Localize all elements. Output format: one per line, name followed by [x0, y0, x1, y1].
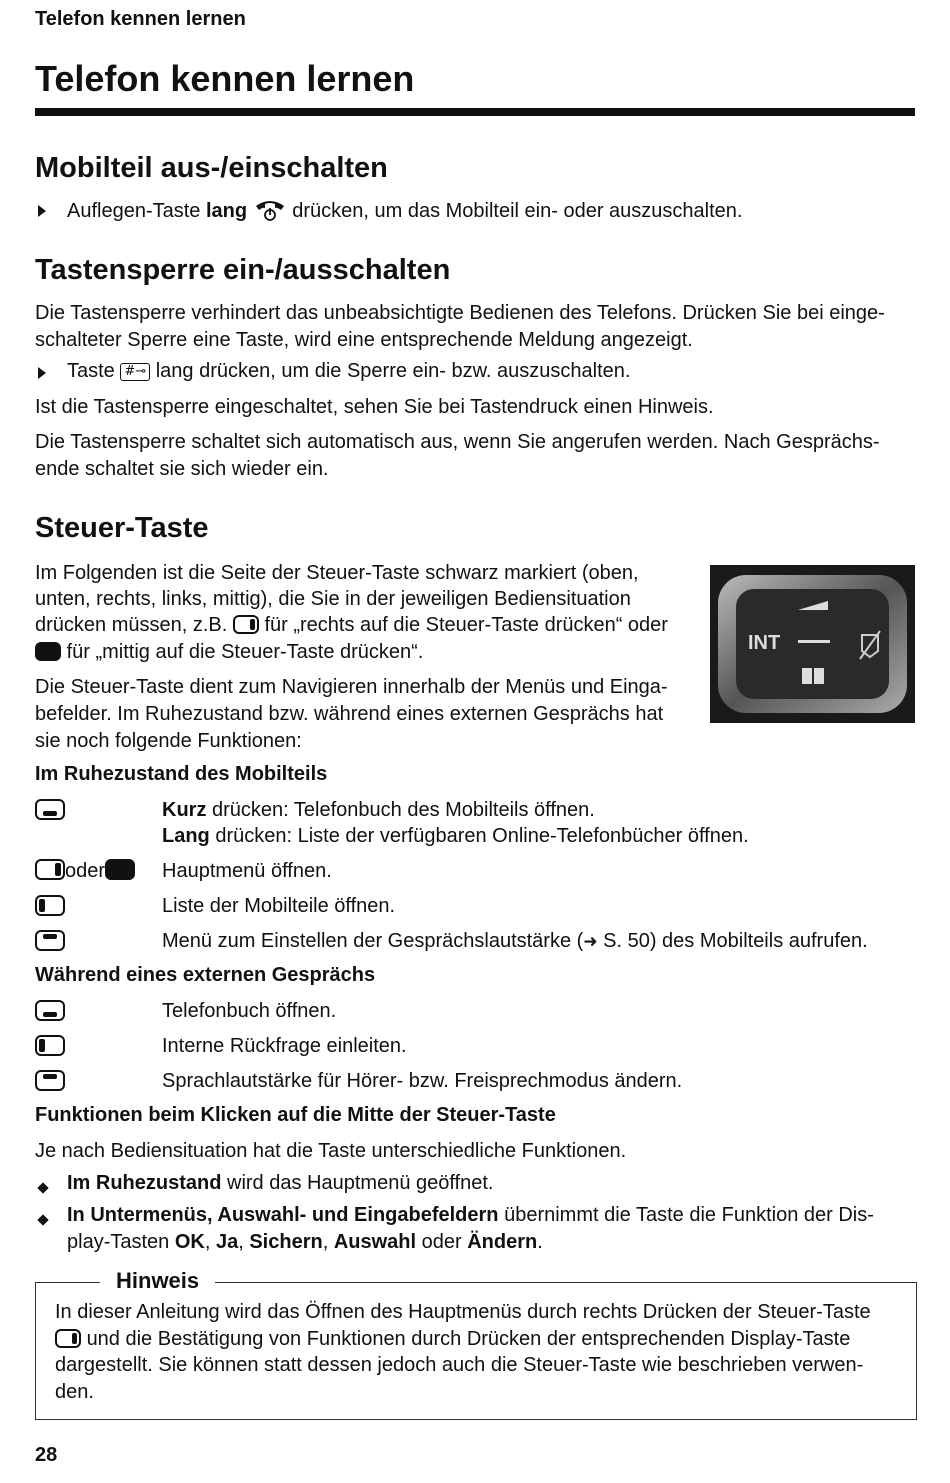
note-line4: den.: [55, 1381, 94, 1403]
running-header: Telefon kennen lernen: [35, 8, 246, 30]
center-intro: Je nach Bediensituation hat die Taste unterschiedliche Funktionen.: [35, 1140, 627, 1162]
control-key-right-icon: [55, 1329, 81, 1348]
end-call-key-icon: [253, 197, 287, 221]
control-key-left-icon: [35, 1035, 65, 1058]
control-key-down-icon: [35, 799, 65, 822]
control-key-center-icon: [105, 859, 135, 880]
control-key-right-icon: [35, 859, 65, 880]
step-power: Auflegen-Taste lang drücken, um das Mobilteil ein- oder auszuschalten.: [67, 197, 742, 225]
keylock-p3-line1: Die Tastensperre schaltet sich automatisch aus, wenn Sie angerufen werden. Nach Gesprächs-: [35, 431, 880, 453]
center-title: Funktionen beim Klicken auf die Mitte der Steuer-Taste: [35, 1104, 556, 1126]
call-row3-text: Sprachlautstärke für Hörer- bzw. Freisprechmodus ändern.: [162, 1070, 683, 1092]
section-title-power: Mobilteil aus-/einschalten: [35, 152, 388, 184]
note-line2: und die Bestätigung von Funktionen durch Drücken der entsprechenden Display-Taste: [55, 1326, 850, 1353]
idle-row4-text: Menü zum Einstellen der Gesprächslautstärke (➜ S. 50) des Mobilteils aufrufen.: [162, 930, 868, 952]
center-bullet2-line1: In Untermenüs, Auswahl- und Eingabefeldern übernimmt die Taste die Funktion der Dis-: [67, 1204, 874, 1226]
control-intro-line2: unten, rechts, links, mittig), die Sie in der jeweiligen Bediensituation: [35, 588, 631, 610]
control-key-down-icon: [35, 1000, 65, 1023]
control-key-up-icon: [35, 1070, 65, 1093]
keylock-p1-line2: schalteter Sperre eine Taste, wird eine entsprechende Meldung angezeigt.: [35, 329, 693, 351]
center-bullet1: Im Ruhezustand wird das Hauptmenü geöffnet.: [67, 1172, 494, 1194]
control-key-up-icon: [35, 930, 65, 953]
idle-row2-text: Hauptmenü öffnen.: [162, 860, 332, 882]
control-p2-line1: Die Steuer-Taste dient zum Navigieren innerhalb der Menüs und Einga-: [35, 676, 668, 698]
control-key-image: [710, 565, 915, 723]
int-label: INT: [748, 632, 781, 654]
note-line1: In dieser Anleitung wird das Öffnen des Hauptmenüs durch rechts Drücken der Steuer-Taste: [55, 1301, 871, 1323]
keylock-p1-line1: Die Tastensperre verhindert das unbeabsichtigte Bedienen des Telefons. Drücken Sie bei einge-: [35, 302, 885, 324]
step-arrow-icon: [38, 198, 46, 225]
control-p2-line2: befelder. Im Ruhezustand bzw. während eines externen Gesprächs hat: [35, 703, 664, 725]
control-intro-line3: drücken müssen, z.B. für „rechts auf die Steuer-Taste drücken“ oder: [35, 614, 668, 636]
center-bullet2-line2: play-Tasten OK, Ja, Sichern, Auswahl oder Ändern.: [67, 1231, 543, 1253]
section-title-keylock: Tastensperre ein-/ausschalten: [35, 254, 451, 286]
idle-title: Im Ruhezustand des Mobilteils: [35, 763, 328, 785]
keylock-p3-line2: ende schaltet sie sich wieder ein.: [35, 458, 329, 480]
idle-row2-keys: oder: [35, 858, 135, 885]
section-title-control-key: Steuer-Taste: [35, 512, 209, 544]
control-key-right-icon: [233, 615, 259, 634]
step-arrow-icon: [38, 360, 46, 387]
bullet-diamond-icon: [39, 1179, 47, 1197]
control-key-left-icon: [35, 895, 65, 918]
call-row1-text: Telefonbuch öffnen.: [162, 1000, 337, 1022]
control-intro-line4: für „mittig auf die Steuer-Taste drücken“.: [35, 639, 423, 666]
note-line3: dargestellt. Sie können statt dessen jedoch auch die Steuer-Taste wie beschrieben verwen-: [55, 1354, 864, 1376]
control-key-center-icon: [35, 642, 61, 661]
page-number: 28: [35, 1444, 58, 1466]
idle-row1-line2: Lang drücken: Liste der verfügbaren Online-Telefonbücher öffnen.: [162, 825, 749, 847]
idle-row3-text: Liste der Mobilteile öffnen.: [162, 895, 396, 917]
control-p2-line3: sie noch folgende Funktionen:: [35, 730, 302, 752]
call-title: Während eines externen Gesprächs: [35, 964, 376, 986]
step-keylock: Taste #⊸ lang drücken, um die Sperre ein- bzw. auszuschalten.: [67, 360, 631, 382]
call-row2-text: Interne Rückfrage einleiten.: [162, 1035, 407, 1057]
idle-row1-line1: Kurz drücken: Telefonbuch des Mobilteils öffnen.: [162, 799, 595, 821]
chapter-title: Telefon kennen lernen: [35, 58, 415, 99]
note-title: Hinweis: [100, 1268, 215, 1294]
page-ref-arrow-icon: ➜: [583, 932, 598, 952]
title-rule: [35, 108, 915, 116]
bullet-diamond-icon: [39, 1211, 47, 1229]
hash-key-icon: #⊸: [120, 363, 150, 381]
keylock-p2: Ist die Tastensperre eingeschaltet, sehen Sie bei Tastendruck einen Hinweis.: [35, 396, 714, 418]
control-intro-line1: Im Folgenden ist die Seite der Steuer-Taste schwarz markiert (oben,: [35, 562, 639, 584]
